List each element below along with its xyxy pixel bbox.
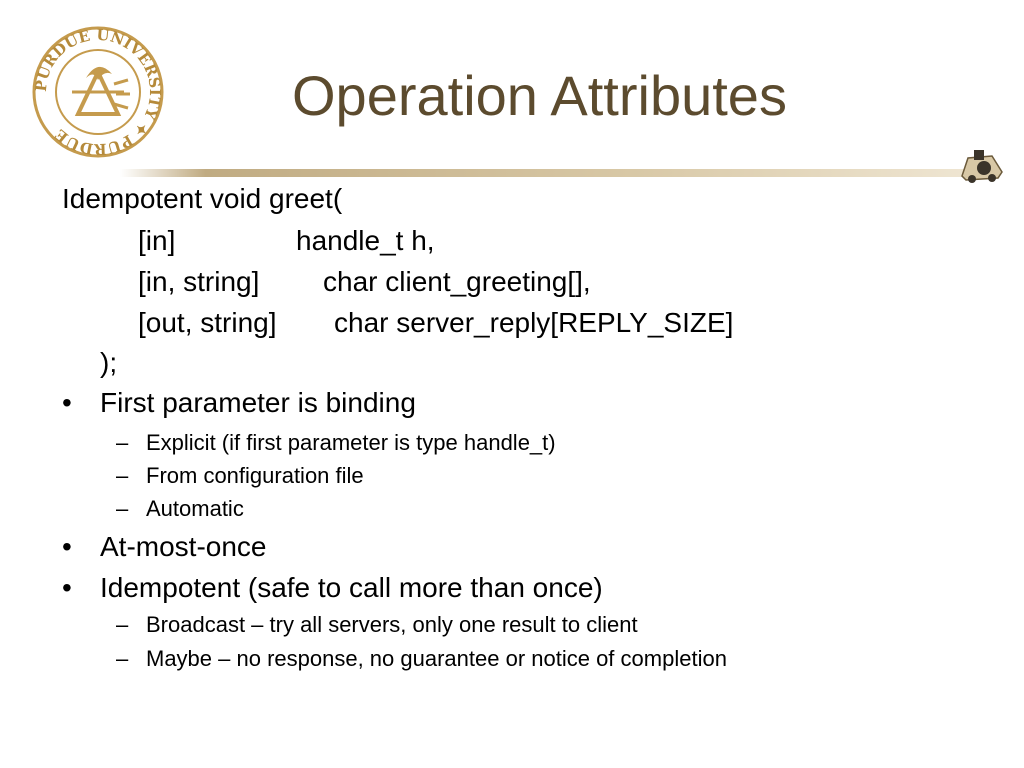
sub-bullet-text: Maybe – no response, no guarantee or notice of completion bbox=[146, 646, 727, 671]
title-divider bbox=[120, 169, 975, 177]
svg-text:PURDUE UNIVERSITY ✦ PURDUE: PURDUE UNIVERSITY ✦ PURDUE bbox=[31, 25, 165, 159]
slide-title: Operation Attributes bbox=[292, 64, 787, 127]
code-close: ); bbox=[100, 347, 118, 378]
bullet-text: At-most-once bbox=[100, 531, 267, 562]
param-decl: handle_t h, bbox=[296, 225, 435, 256]
purdue-train-icon bbox=[958, 146, 1006, 186]
dash-glyph: – bbox=[116, 612, 129, 637]
code-signature: Idempotent void greet( bbox=[62, 183, 343, 214]
dash-glyph: – bbox=[116, 463, 129, 488]
dash-glyph: – bbox=[116, 646, 129, 671]
bullet-glyph: • bbox=[62, 531, 72, 562]
param-attr: [in] bbox=[138, 225, 176, 256]
dash-glyph: – bbox=[116, 430, 129, 455]
param-decl: char server_reply[REPLY_SIZE] bbox=[334, 307, 734, 338]
bullet-glyph: • bbox=[62, 572, 72, 603]
bullet-text: Idempotent (safe to call more than once) bbox=[100, 572, 603, 603]
param-decl: char client_greeting[], bbox=[323, 266, 591, 297]
dash-glyph: – bbox=[116, 496, 129, 521]
bullet-text: First parameter is binding bbox=[100, 387, 416, 418]
purdue-university-seal-icon bbox=[28, 22, 168, 162]
sub-bullet-text: Broadcast – try all servers, only one result to client bbox=[146, 612, 638, 637]
sub-bullet-text: From configuration file bbox=[146, 463, 364, 488]
bullet-glyph: • bbox=[62, 387, 72, 418]
param-attr: [in, string] bbox=[138, 266, 260, 297]
sub-bullet-text: Explicit (if first parameter is type handle_t) bbox=[146, 430, 556, 455]
sub-bullet-text: Automatic bbox=[146, 496, 244, 521]
param-attr: [out, string] bbox=[138, 307, 277, 338]
